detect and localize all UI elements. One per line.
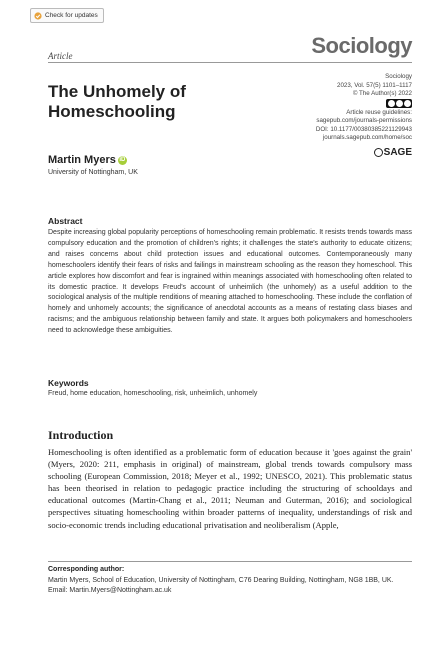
publisher-name: SAGE (383, 147, 412, 158)
meta-permissions-link[interactable]: sagepub.com/journals-permissions (316, 117, 412, 125)
corresponding-author-details (48, 576, 420, 596)
introduction-heading: Introduction (48, 428, 114, 442)
article-metadata (316, 73, 412, 143)
cc-icon (386, 99, 412, 108)
author-affiliation: University of Nottingham, UK (48, 169, 138, 176)
meta-journal: Sociology (385, 73, 412, 80)
check-for-updates-label: Check for updates (45, 12, 98, 19)
corresponding-author-heading: Corresponding author: (48, 566, 125, 573)
keywords-heading: Keywords (48, 378, 89, 388)
corresponding-author-email[interactable]: Email: Martin.Myers@Nottingham.ac.uk (48, 587, 172, 594)
journal-name: Sociology (311, 33, 412, 58)
meta-copyright: © The Author(s) 2022 (352, 90, 412, 98)
check-for-updates-icon (34, 12, 42, 20)
keywords-text: Freud, home education, homeschooling, risk, unheimlich, unhomely (48, 390, 258, 397)
publisher-logo (374, 147, 412, 158)
author-name: Martin Myers (48, 154, 116, 166)
article-type-label: Article (48, 51, 73, 61)
cc-license-badge[interactable] (316, 99, 412, 109)
meta-journal-link[interactable]: journals.sagepub.com/home/soc (322, 134, 412, 142)
author (48, 154, 127, 166)
meta-reuse: Article reuse guidelines: (346, 108, 412, 116)
sage-logo-icon (374, 148, 383, 157)
meta-doi[interactable]: DOI: 10.1177/00380385221129943 (315, 125, 412, 133)
introduction-text: Homeschooling is often identified as a problematic form of education because it 'goes against the grain' (Myers, 2020: 211, emphasis in original) of mainstream, global trends towards compulsory mass schooling (European Commission, 2018; Meyer et al., 1992; UNESCO, 2021). This problematic status has been theorised in relation to pedagogic practice including the structuring of schooldays and educational outcomes (Martin-Chang et al., 2011; Neuman and Guterman, 2016); and sociological perspectives situating homeschooling within broader patterns of inequality, understandings of risk and socio-economic trends including educational privatisation and neoliberalism (Apple, (48, 447, 412, 530)
corresponding-author-address: Martin Myers, School of Education, University of Nottingham, C76 Dearing Building, Nottingham, NG8 1BB, UK. (48, 577, 394, 584)
article-title: The Unhomely of Homeschooling (48, 82, 186, 121)
meta-volume: 2023, Vol. 57(5) 1101–1117 (337, 81, 412, 89)
orcid-icon[interactable]: iD (119, 156, 126, 163)
check-for-updates-badge[interactable] (30, 8, 104, 23)
header-divider (48, 62, 412, 63)
abstract-heading: Abstract (48, 216, 83, 226)
footnote-divider (48, 561, 412, 562)
abstract-text: Despite increasing global popularity perceptions of homeschooling remain problematic. It resists trends towards mass compulsory education and the promotion of children's rights; it challenges the state's authority to educate citizens; and raises concerns about child protection issues and educational outcomes. Contemporaneously many homeschoolers identify their fears of risks and failings in mainstream schooling as the reason they homeschool. This article explores how discomfort and fear is ingrained within meanings associated with homeschooling often related to its domestic practice. It develops Freud's account of unheimlich (the unhomely) as a useful addition to the sociological analysis of the multiple renditions of meaning attached to homeschooling. These include the conflation of homely and unhomely accounts; the significance of anecdotal accounts as a means of restating class biases and racisms; and the ambiguous relationship between family and state. It argues both policymakers and homeschoolers need to acknowledge these ambiguities. (48, 229, 412, 335)
